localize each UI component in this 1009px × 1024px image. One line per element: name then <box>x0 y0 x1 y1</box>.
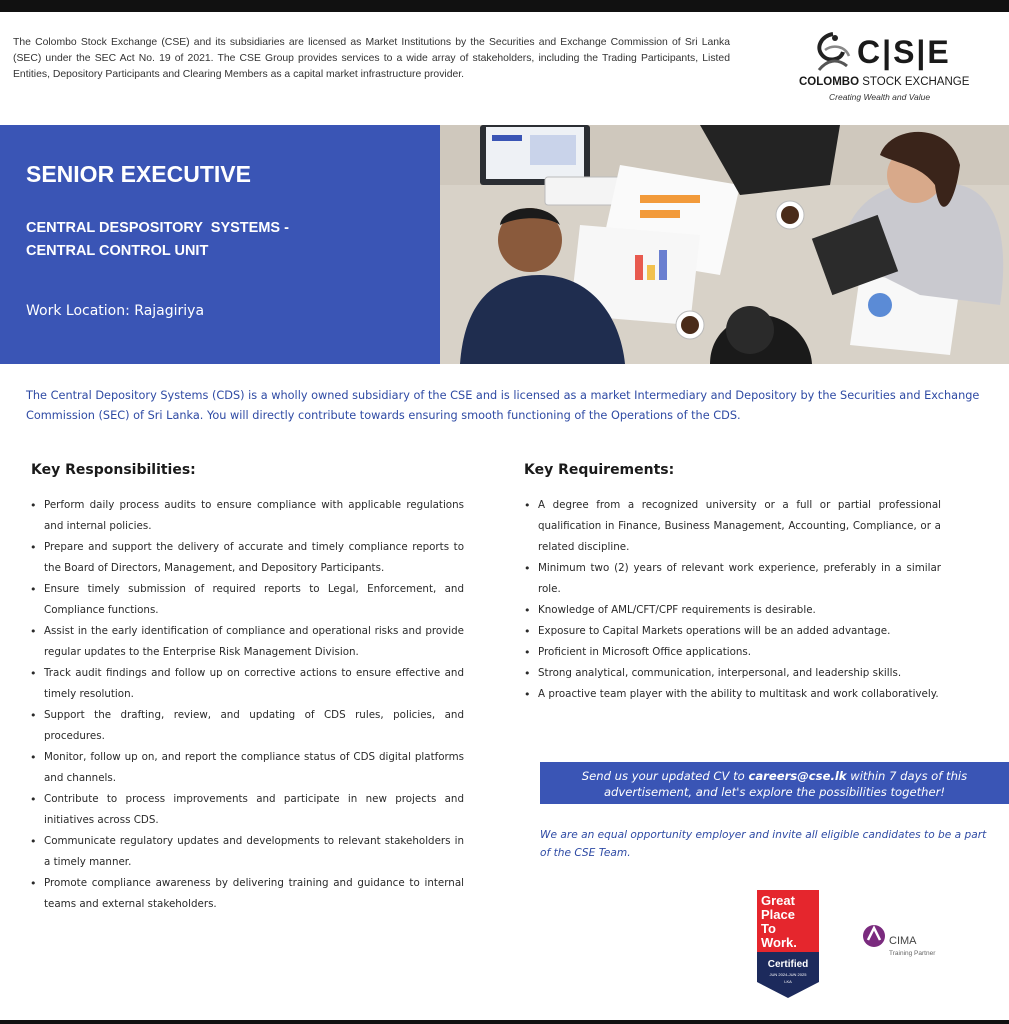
svg-text:LKA: LKA <box>784 979 792 984</box>
svg-text:Training Partner: Training Partner <box>889 950 936 957</box>
list-item: • Track audit findings and follow up on corrective actions to ensure effective and timely resolution. <box>30 663 464 705</box>
cse-swirl-icon <box>807 30 857 78</box>
list-item: • Ensure timely submission of required reports to Legal, Enforcement, and Compliance functions. <box>30 579 464 621</box>
apply-banner: Send us your updated CV to careers@cse.lk within 7 days of this advertisement, and let's explore the possibilities together! <box>540 762 1009 804</box>
list-item: • Promote compliance awareness by delivering training and guidance to internal teams and external stakeholders. <box>30 873 464 915</box>
svg-text:CIMA: CIMA <box>889 935 917 947</box>
bottom-border <box>0 1020 1009 1024</box>
svg-text:JUN 2024-JUN 2025: JUN 2024-JUN 2025 <box>769 972 807 977</box>
cima-logo <box>862 922 962 962</box>
svg-text:Great: Great <box>761 893 795 908</box>
list-item: • Support the drafting, review, and updating of CDS rules, policies, and procedures. <box>30 705 464 747</box>
cse-acronym: C|S|E <box>857 34 951 70</box>
list-item: • A proactive team player with the ability to multitask and work collaboratively. <box>524 684 941 705</box>
list-item: • Knowledge of AML/CFT/CPF requirements is desirable. <box>524 600 941 621</box>
requirements-heading: Key Requirements: <box>524 462 675 478</box>
department-name: CENTRAL DESPOSITORY SYSTEMS - CENTRAL CONTROL UNIT <box>26 220 289 259</box>
top-border <box>0 0 1009 12</box>
list-item: • Contribute to process improvements and participate in new projects and initiatives across CDS. <box>30 789 464 831</box>
list-item: • Minimum two (2) years of relevant work experience, preferably in a similar role. <box>524 558 941 600</box>
responsibilities-heading: Key Responsibilities: <box>31 462 196 478</box>
office-meeting-photo <box>440 125 1009 364</box>
equal-opportunity-statement: We are an equal opportunity employer and invite all eligible candidates to be a part of the CSE Team. <box>540 829 987 859</box>
list-item: • Proficient in Microsoft Office applications. <box>524 642 941 663</box>
careers-email-link[interactable]: careers@cse.lk <box>748 769 847 783</box>
list-item: • A degree from a recognized university or a full or partial professional qualification in Finance, Business Management, Accounting, Compliance, or a related discipline. <box>524 495 941 558</box>
list-item: • Perform daily process audits to ensure compliance with applicable regulations and internal policies. <box>30 495 464 537</box>
cds-intro-paragraph: The Central Depository Systems (CDS) is a wholly owned subsidiary of the CSE and is licensed as a market Intermediary and Depository by the Securities and Exchange Commission (SEC) of Sri Lanka. You will directly contribute towards ensuring smooth functioning of the Operations of the CDS. <box>26 389 980 422</box>
work-location: Work Location: Rajagiriya <box>26 303 205 319</box>
cse-logo <box>795 30 970 108</box>
requirements-list <box>524 495 941 705</box>
list-item: • Prepare and support the delivery of accurate and timely compliance reports to the Board of Directors, Management, and Depository Participants. <box>30 537 464 579</box>
svg-text:Certified: Certified <box>767 959 809 970</box>
job-title-banner <box>0 125 440 364</box>
cse-intro-paragraph: The Colombo Stock Exchange (CSE) and its subsidiaries are licensed as Market Institutions by the Securities and Exchange Commission of Sri Lanka (SEC) under the SEC Act No. 19 of 2021. The CSE Group provides services to a wide array of stakeholders, including the Trading Participants, Listed Entities, Depository Participants and Clearing Members as a capital market infrastructure provider. <box>13 37 730 80</box>
list-item: • Assist in the early identification of compliance and operational risks and provide regular updates to the Enterprise Risk Management Division. <box>30 621 464 663</box>
svg-text:Place: Place <box>761 907 795 922</box>
great-place-to-work-badge <box>757 890 819 998</box>
list-item: • Exposure to Capital Markets operations will be an added advantage. <box>524 621 941 642</box>
cse-tagline: Creating Wealth and Value <box>829 92 931 102</box>
list-item: • Communicate regulatory updates and developments to relevant stakeholders in a timely manner. <box>30 831 464 873</box>
list-item: • Monitor, follow up on, and report the compliance status of CDS digital platforms and channels. <box>30 747 464 789</box>
job-title: SENIOR EXECUTIVE <box>26 161 251 187</box>
responsibilities-list <box>30 495 464 915</box>
cse-full-name: COLOMBO STOCK EXCHANGE <box>799 76 970 88</box>
list-item: • Strong analytical, communication, interpersonal, and leadership skills. <box>524 663 941 684</box>
svg-text:Work.: Work. <box>761 935 797 950</box>
svg-text:To: To <box>761 921 776 936</box>
